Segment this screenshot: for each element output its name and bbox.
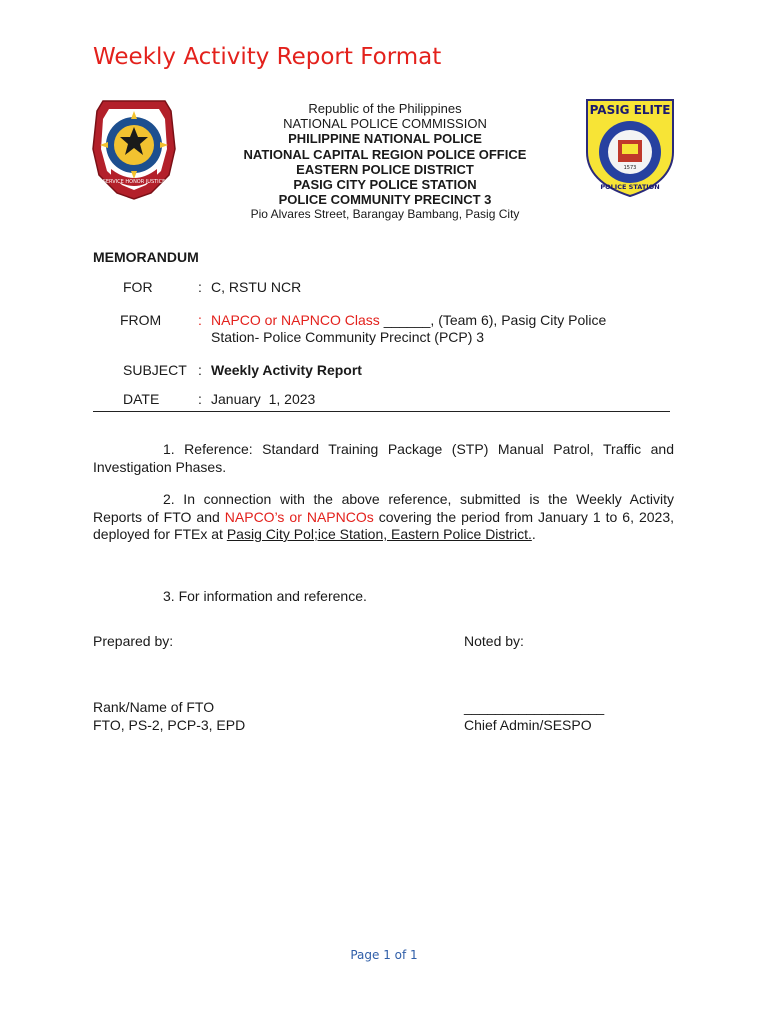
letterhead-line-2: NATIONAL POLICE COMMISSION bbox=[283, 116, 487, 132]
noted-signature-line: __________________ bbox=[464, 699, 605, 715]
memo-colon: : bbox=[198, 391, 202, 407]
memo-for-label: FOR bbox=[123, 279, 153, 295]
letterhead-address: Pio Alvares Street, Barangay Bambang, Pasig City bbox=[250, 207, 520, 222]
memorandum-heading: MEMORANDUM bbox=[93, 249, 199, 265]
memo-for-value: C, RSTU NCR bbox=[211, 279, 302, 295]
letterhead-line-5: EASTERN POLICE DISTRICT bbox=[296, 161, 474, 177]
header-divider-rule bbox=[93, 411, 670, 412]
prepared-name: Rank/Name of FTO bbox=[93, 699, 215, 715]
memo-colon: : bbox=[198, 279, 202, 295]
letterhead bbox=[190, 101, 580, 223]
p2-text-b: covering the period from January 1 to 6, 2023, deployed for FTEx at bbox=[93, 508, 674, 542]
memo-date-label: DATE bbox=[123, 391, 160, 407]
noted-by-label: Noted by: bbox=[464, 633, 524, 649]
pnp-seal-motto: SERVICE HONOR JUSTICE bbox=[102, 179, 166, 185]
noted-by-block bbox=[464, 699, 604, 734]
p2-text-c: . bbox=[531, 526, 536, 542]
p2-napco-highlight: NAPCO’s or NAPNCOs bbox=[224, 508, 374, 525]
memo-from-value bbox=[211, 312, 606, 328]
pasig-badge-year: 1573 bbox=[623, 165, 637, 171]
body-paragraph-2 bbox=[93, 491, 674, 544]
letterhead-line-4: NATIONAL CAPITAL REGION POLICE OFFICE bbox=[243, 146, 527, 162]
memo-subject-value: Weekly Activity Report bbox=[211, 362, 362, 378]
p2-station-underlined: Pasig City Pol;ice Station, Eastern Police District. bbox=[226, 526, 532, 542]
memo-from-label: FROM bbox=[120, 312, 162, 328]
memo-colon: : bbox=[198, 362, 202, 378]
noted-position: Chief Admin/SESPO bbox=[464, 716, 592, 733]
pasig-elite-badge-logo bbox=[583, 96, 677, 198]
memo-colon: : bbox=[198, 312, 202, 328]
letterhead-line-6: PASIG CITY POLICE STATION bbox=[293, 177, 477, 193]
body-paragraph-3: 3. For information and reference. bbox=[163, 588, 367, 604]
pasig-elite-banner: PASIG ELITE bbox=[589, 103, 671, 117]
document-title: Weekly Activity Report Format bbox=[93, 44, 442, 70]
memo-from-station: Station- Police Community Precinct (PCP) 3 bbox=[211, 329, 485, 345]
memo-from-class-highlight: NAPCO or NAPNCO Class bbox=[211, 312, 380, 328]
p2-text-a: 2. In connection with the above reference, submitted is the Weekly Activity Reports of FTO and bbox=[93, 491, 674, 525]
memo-subject-label: SUBJECT bbox=[123, 362, 187, 378]
memo-date-value: January 1, 2023 bbox=[211, 391, 316, 407]
letterhead-line-1: Republic of the Philippines bbox=[308, 101, 462, 116]
prepared-by-block bbox=[93, 699, 245, 734]
body-paragraph-1: 1. Reference: Standard Training Package (STP) Manual Patrol, Traffic and Investigation Phases. bbox=[93, 441, 674, 475]
page-number-footer: Page 1 of 1 bbox=[350, 948, 418, 962]
letterhead-line-3: PHILIPPINE NATIONAL POLICE bbox=[288, 131, 482, 147]
prepared-by-label: Prepared by: bbox=[93, 633, 174, 649]
letterhead-line-7: POLICE COMMUNITY PRECINCT 3 bbox=[278, 192, 492, 208]
prepared-position: FTO, PS-2, PCP-3, EPD bbox=[93, 716, 246, 733]
memo-from-team: ______, (Team 6), Pasig City Police bbox=[379, 312, 607, 328]
pnp-seal-logo bbox=[91, 97, 177, 201]
pasig-badge-bottom-text: POLICE STATION bbox=[600, 183, 660, 191]
